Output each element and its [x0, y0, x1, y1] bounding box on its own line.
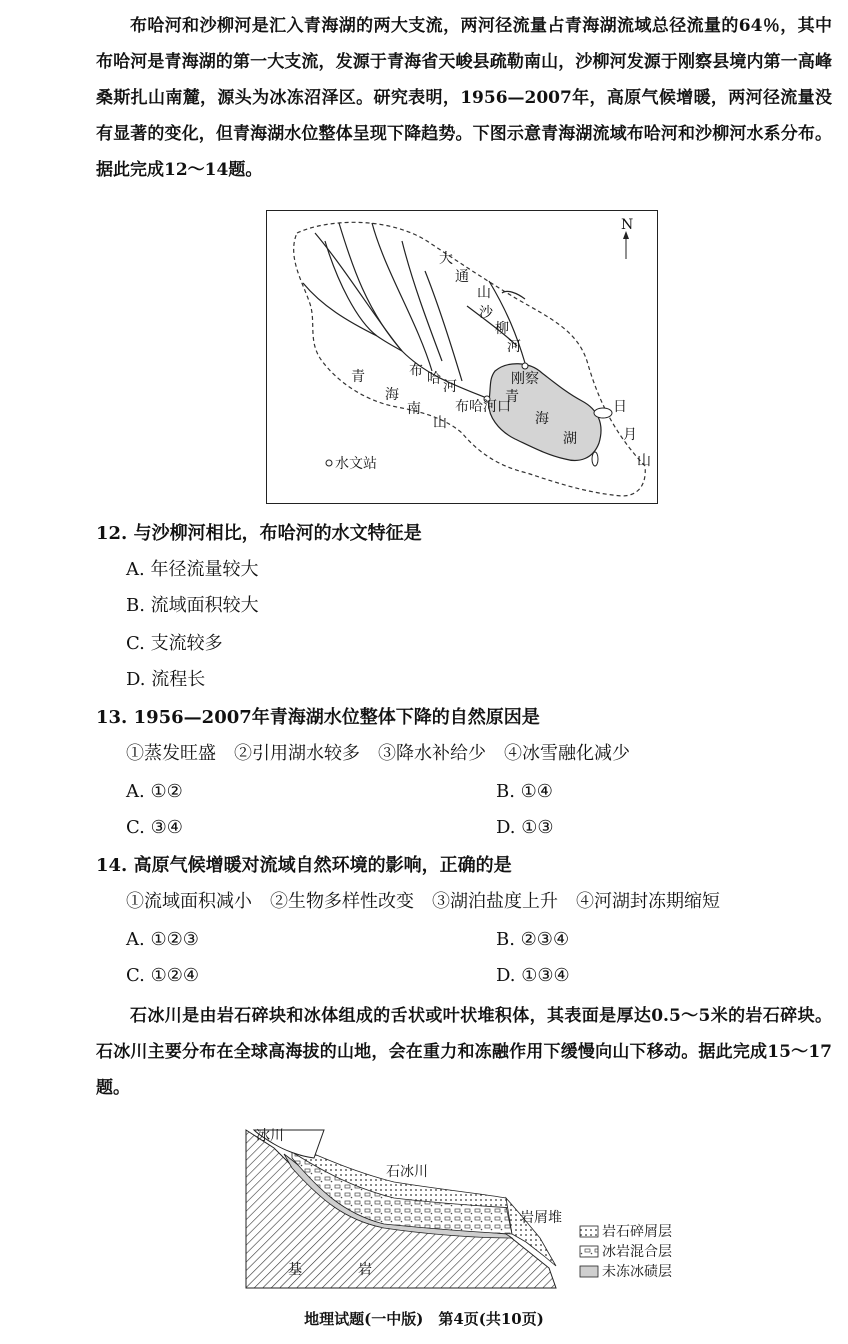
label-gangcha: 刚察 [511, 371, 539, 387]
legend-ice-rock: 冰岩混合层 [602, 1244, 672, 1260]
q14-option-c[interactable]: C. ①②④ [126, 965, 199, 986]
label-shaliu-3: 河 [507, 339, 521, 355]
label-bedrock-1: 基 [288, 1262, 302, 1278]
passage-intro-15-17: 石冰川是由岩石碎块和冰体组成的舌状或叶状堆积体，其表面是厚达0.5～5米的岩石碎块。石冰川主要分布在全球高海拔的山地，会在重力和冻融作用下缓慢向山下移动。据此完成15～17题。 [96, 1006, 832, 1098]
label-south-1: 青 [351, 369, 365, 385]
q13-option-c[interactable]: C. ③④ [126, 817, 183, 838]
gangcha-station-marker [522, 363, 528, 369]
label-buhekou: 布哈河口 [455, 399, 511, 415]
question-13-stem: 13. 1956—2007年青海湖水位整体下降的自然原因是 [96, 707, 540, 728]
label-buha-3: 河 [443, 379, 457, 395]
label-buha-2: 哈 [427, 371, 441, 387]
q12-option-d[interactable]: D. 流程长 [126, 669, 206, 690]
q12-option-c[interactable]: C. 支流较多 [126, 633, 223, 654]
label-datong-3: 山 [477, 285, 491, 301]
label-lake-3: 湖 [563, 431, 577, 447]
qinghai-lake-basin-map [266, 210, 658, 504]
buha-river-system [303, 223, 489, 399]
passage-intro-12-14: 布哈河和沙柳河是汇入青海湖的两大支流，两河径流量占青海湖流域总径流量的64％，其中布哈河是青海湖的第一大支流，发源于青海省天峻县疏勒南山，沙柳河发源于刚察县境内第一高峰桑斯扎山南麓，源头为冰冻沼泽区。研究表明，1956—2007年，高原气候增暖，两河径流量没有显著的变化，但青海湖水位整体呈现下降趋势。下图示意青海湖流域布哈河和沙柳河水系分布。据此完成12～14题。 [96, 16, 832, 180]
rock-glacier-section [244, 1128, 714, 1298]
label-shaliu-2: 柳 [495, 321, 509, 337]
label-talus: 岩屑堆 [520, 1210, 562, 1226]
label-south-2: 海 [385, 387, 399, 403]
label-glacier: 冰川 [256, 1128, 284, 1144]
legend-debris: 岩石碎屑层 [602, 1224, 672, 1240]
label-riyue-1: 日 [613, 399, 627, 415]
legend-moraine: 未冻冰碛层 [602, 1264, 672, 1280]
label-riyue-2: 月 [623, 427, 637, 443]
legend-station-label: 水文站 [335, 456, 377, 472]
label-rock-glacier: 石冰川 [386, 1164, 428, 1180]
question-14-stem: 14. 高原气候增暖对流域自然环境的影响，正确的是 [96, 855, 512, 876]
label-lake-1: 青 [505, 389, 519, 405]
q14-option-d[interactable]: D. ①③④ [496, 965, 570, 986]
q13-option-b[interactable]: B. ①④ [496, 781, 553, 802]
label-bedrock-2: 岩 [358, 1262, 372, 1278]
basin-map-svg [267, 211, 659, 505]
label-lake-2: 海 [535, 411, 549, 427]
label-datong-1: 大 [439, 251, 453, 267]
q14-items: ①流域面积减小 ②生物多样性改变 ③湖泊盐度上升 ④河湖封冻期缩短 [126, 891, 720, 912]
q14-option-b[interactable]: B. ②③④ [496, 929, 570, 950]
legend-station-symbol [326, 460, 332, 466]
q12-option-b[interactable]: B. 流域面积较大 [126, 595, 259, 616]
q14-option-a[interactable]: A. ①②③ [126, 929, 199, 950]
q13-option-d[interactable]: D. ①③ [496, 817, 554, 838]
question-12-stem: 12. 与沙柳河相比，布哈河的水文特征是 [96, 523, 422, 544]
label-shaliu-1: 沙 [479, 305, 493, 321]
label-datong-2: 通 [455, 269, 469, 285]
q12-option-a[interactable]: A. 年径流量较大 [126, 559, 259, 580]
north-label: N [621, 217, 634, 233]
label-south-3: 南 [407, 401, 421, 417]
label-buha-1: 布 [409, 363, 423, 379]
label-south-4: 山 [433, 415, 447, 431]
label-riyue-3: 山 [637, 453, 651, 469]
q13-items: ①蒸发旺盛 ②引用湖水较多 ③降水补给少 ④冰雪融化减少 [126, 743, 630, 764]
glacier-legend [580, 1223, 672, 1280]
page-footer: 地理试题(一中版) 第4页(共10页) [304, 1310, 544, 1328]
q13-option-a[interactable]: A. ①② [126, 781, 183, 802]
rock-glacier-svg [244, 1128, 714, 1298]
